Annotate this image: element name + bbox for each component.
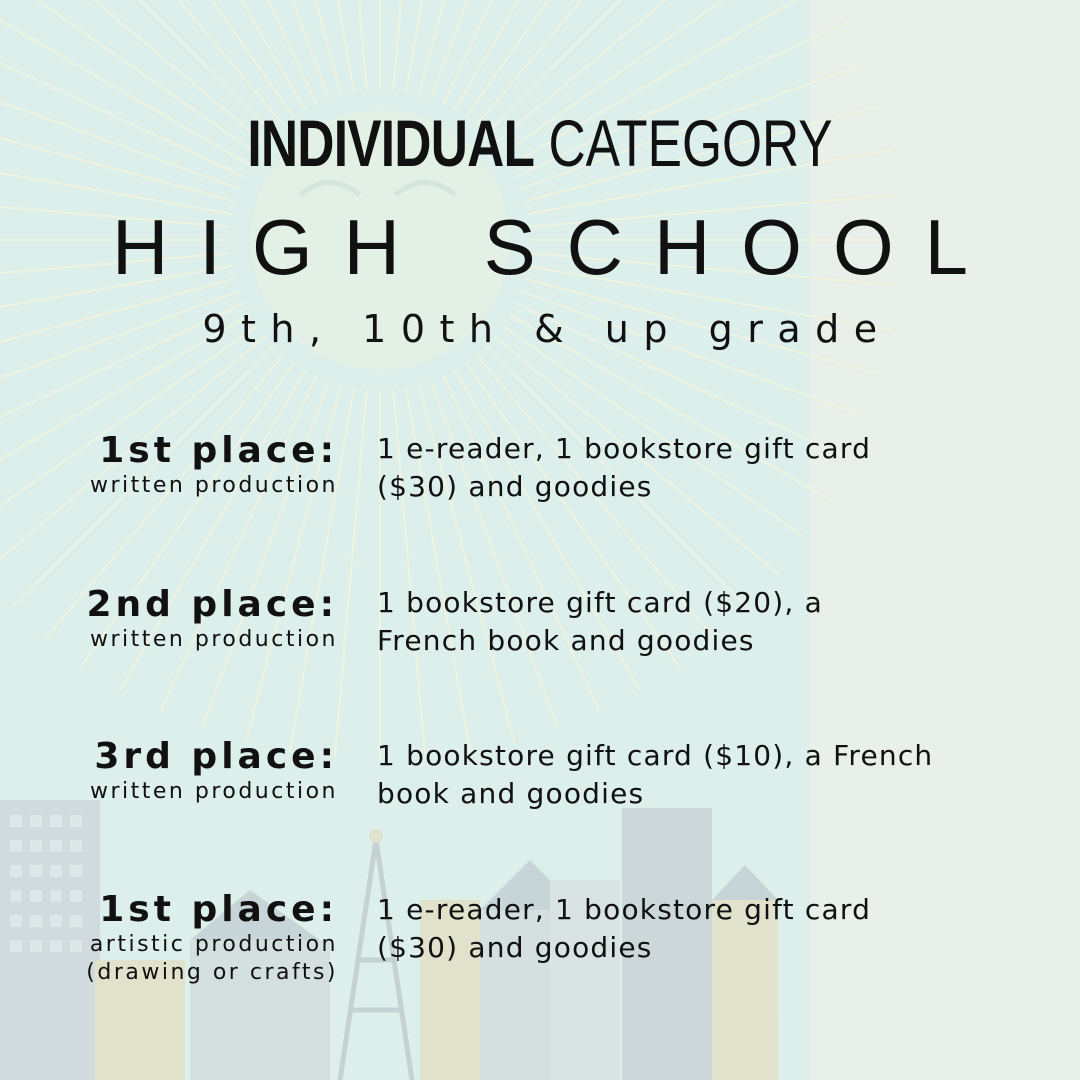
- prize-type: written production: [89, 779, 338, 804]
- prize-reward-line: French book and goodies: [377, 624, 755, 657]
- prize-reward-line: 1 e-reader, 1 bookstore gift card: [377, 432, 872, 465]
- category-heading: [119, 108, 961, 178]
- prize-reward-line: ($30) and goodies: [377, 470, 653, 503]
- prize-place: 2nd place:: [86, 584, 338, 625]
- prize-reward: [377, 430, 1017, 506]
- grade-subheading: 9th, 10th & up grade: [202, 307, 892, 351]
- prize-place: 1st place:: [99, 889, 338, 930]
- category-heading-light: CATEGORY: [548, 106, 833, 180]
- prize-type: written production: [89, 473, 338, 498]
- prize-place-block: [86, 889, 338, 987]
- prize-type: written production: [89, 627, 338, 652]
- prize-reward-line: book and goodies: [377, 777, 645, 810]
- prize-place-block: [86, 584, 338, 654]
- prize-type-detail: (drawing or crafts): [86, 960, 338, 985]
- prize-reward: [377, 891, 1017, 967]
- prize-place: 3rd place:: [94, 736, 338, 777]
- prize-place-block: [90, 430, 338, 500]
- prize-place-block: [90, 736, 338, 806]
- school-level-heading: HIGH SCHOOL: [111, 203, 1000, 291]
- prize-reward-line: 1 bookstore gift card ($10), a French: [377, 739, 934, 772]
- prize-reward: [377, 584, 1017, 660]
- prize-type: artistic production: [89, 932, 338, 957]
- prize-reward-line: ($30) and goodies: [377, 931, 653, 964]
- prize-reward: [377, 737, 1017, 813]
- prize-reward-line: 1 e-reader, 1 bookstore gift card: [377, 893, 872, 926]
- category-heading-bold: INDIVIDUAL: [247, 106, 535, 180]
- prize-place: 1st place:: [99, 430, 338, 471]
- prize-reward-line: 1 bookstore gift card ($20), a: [377, 586, 823, 619]
